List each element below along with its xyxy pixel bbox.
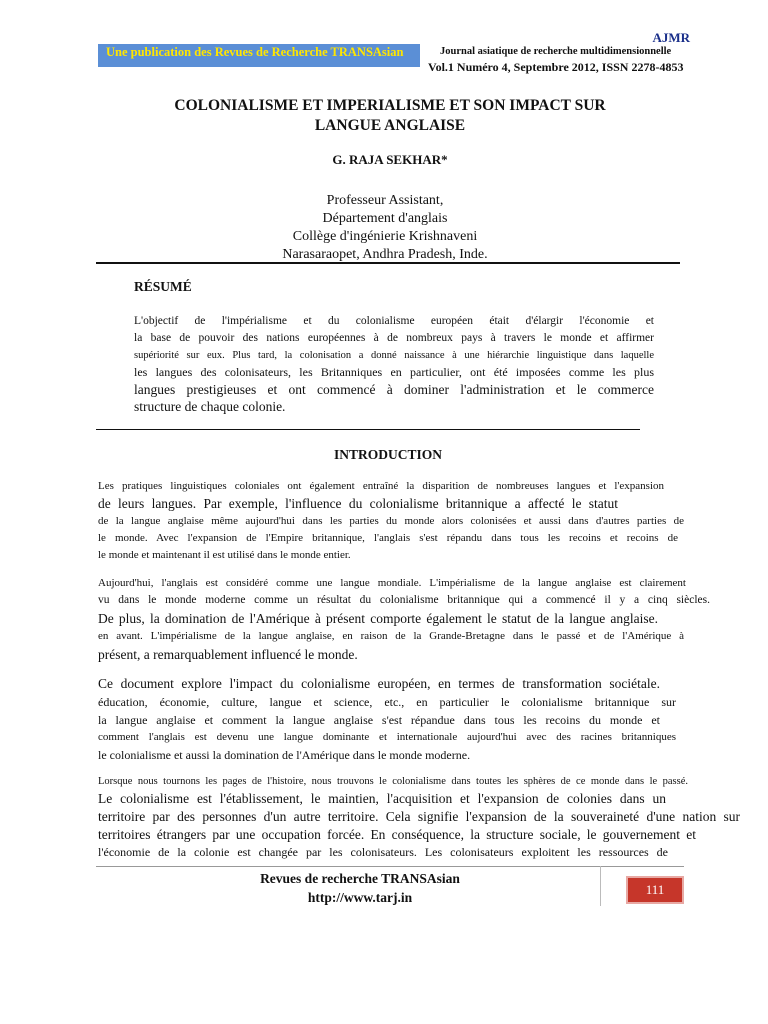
abstract-line: supériorité sur eux. Plus tard, la colonisation a donné naissance à une hiérarchie linguistique dans laquelle [134, 350, 654, 361]
abstract-divider [96, 429, 640, 430]
abstract-line: structure de chaque colonie. [134, 399, 286, 414]
introduction-heading: INTRODUCTION [333, 447, 442, 462]
paragraph-line: le monde. Avec l'expansion de l'Empire britannique, l'anglais s'est répandu dans tous les recoins et recoins de [98, 532, 678, 544]
footer-separator [600, 866, 601, 906]
article-title-line: LANGUE ANGLAISE [314, 117, 466, 134]
abstract-line: L'objectif de l'impérialisme et du colonialisme européen était d'élargir l'économie et [134, 315, 654, 327]
footer-url[interactable]: http://www.tarj.in [307, 890, 413, 905]
paragraph-line: de leurs langues. Par exemple, l'influence du colonialisme britannique a affecté le statut [98, 496, 618, 511]
paragraph-line: comment l'anglais est devenu une langue dominante et internationale aujourd'hui avec des racines britanniques [98, 731, 676, 743]
paragraph-line: vu dans le monde moderne comme un résultat du colonialisme britannique qui a commencé il y a cinq siècles. [98, 594, 710, 606]
intro-paragraph-1 [98, 478, 684, 564]
abstract-line: la base de pouvoir des nations européennes à de nombreux pays à travers le monde et affirmer [134, 332, 654, 344]
paragraph-line: éducation, économie, culture, langue et science, etc., en particulier le colonialisme britannique sur [98, 695, 676, 709]
paragraph-line: en avant. L'impérialisme de la langue anglaise, en raison de la Grande-Bretagne dans le passé et de l'Amérique à [98, 630, 684, 642]
article-title-line: COLONIALISME ET IMPERIALISME ET SON IMPACT SUR [174, 97, 606, 114]
affiliation-line: Professeur Assistant, [326, 193, 444, 208]
author-affiliation [100, 192, 670, 264]
publication-banner: Une publication des Revues de Recherche TRANSAsian [98, 44, 420, 67]
paragraph-line: De plus, la domination de l'Amérique à présent comporte également le statut de la langue anglaise. [98, 611, 658, 626]
abstract-line: langues prestigieuses et ont commencé à dominer l'administration et le commerce [134, 382, 654, 397]
paragraph-line: Ce document explore l'impact du colonialisme européen, en termes de transformation sociétale. [98, 676, 660, 691]
page-number: 111 [626, 876, 684, 904]
author-name: G. RAJA SEKHAR* [332, 152, 448, 167]
paragraph-line: de la langue anglaise même aujourd'hui dans les parties du monde alors colonisées et aussi dans d'autres parties de [98, 515, 684, 527]
paragraph-line: le colonialisme et aussi la domination de l'Amérique dans le monde moderne. [98, 748, 471, 762]
affiliation-line: Département d'anglais [322, 211, 448, 226]
paragraph-line: Lorsque nous tournons les pages de l'histoire, nous trouvons le colonialisme dans toutes les sphères de ce monde dans le passé. [98, 776, 688, 787]
abstract-line: les langues des colonisateurs, les Britanniques en particulier, ont été imposées comme les plus [134, 365, 654, 379]
affiliation-line: Collège d'ingénierie Krishnaveni [292, 229, 478, 244]
intro-paragraph-2 [98, 575, 710, 664]
intro-paragraph-4 [98, 774, 738, 861]
journal-acronym: AJMR [652, 30, 690, 45]
article-title [100, 96, 680, 136]
title-divider [96, 262, 680, 264]
journal-title: Journal asiatique de recherche multidimensionnelle [440, 46, 672, 57]
paragraph-line: la langue anglaise et comment la langue anglaise s'est répandue dans tous les recoins du monde et [98, 713, 660, 727]
paragraph-line: Les pratiques linguistiques coloniales ont également entraîné la disparition de nombreuses langues et l'expansion [98, 480, 664, 492]
affiliation-line: Narasaraopet, Andhra Pradesh, Inde. [282, 247, 488, 262]
paragraph-line: territoires étrangers par une occupation forcée. En conséquence, la structure sociale, le gouvernement et [98, 827, 696, 842]
paragraph-line: présent, a remarquablement influencé le monde. [98, 647, 358, 662]
abstract-heading: RÉSUMÉ [134, 279, 192, 294]
paragraph-line: territoire par des personnes d'un autre territoire. Cela signifie l'expansion de la souveraineté d'une nation sur [98, 809, 740, 824]
journal-volume: Vol.1 Numéro 4, Septembre 2012, ISSN 2278-4853 [428, 60, 684, 74]
abstract-body [134, 313, 654, 415]
paragraph-line: le monde et maintenant il est utilisé dans le monde entier. [98, 549, 351, 561]
paragraph-line: Le colonialisme est l'établissement, le maintien, l'acquisition et l'expansion de colonies dans un [98, 791, 666, 806]
paragraph-line: l'économie de la colonie est changée par les colonisateurs. Les colonisateurs exploitent les ressources de [98, 845, 668, 859]
footer-publisher: Revues de recherche TRANSAsian [260, 871, 460, 886]
paragraph-line: Aujourd'hui, l'anglais est considéré comme une langue mondiale. L'impérialisme de la langue anglaise est clairement [98, 577, 686, 589]
intro-paragraph-3 [98, 674, 678, 764]
footer-divider [96, 866, 684, 867]
